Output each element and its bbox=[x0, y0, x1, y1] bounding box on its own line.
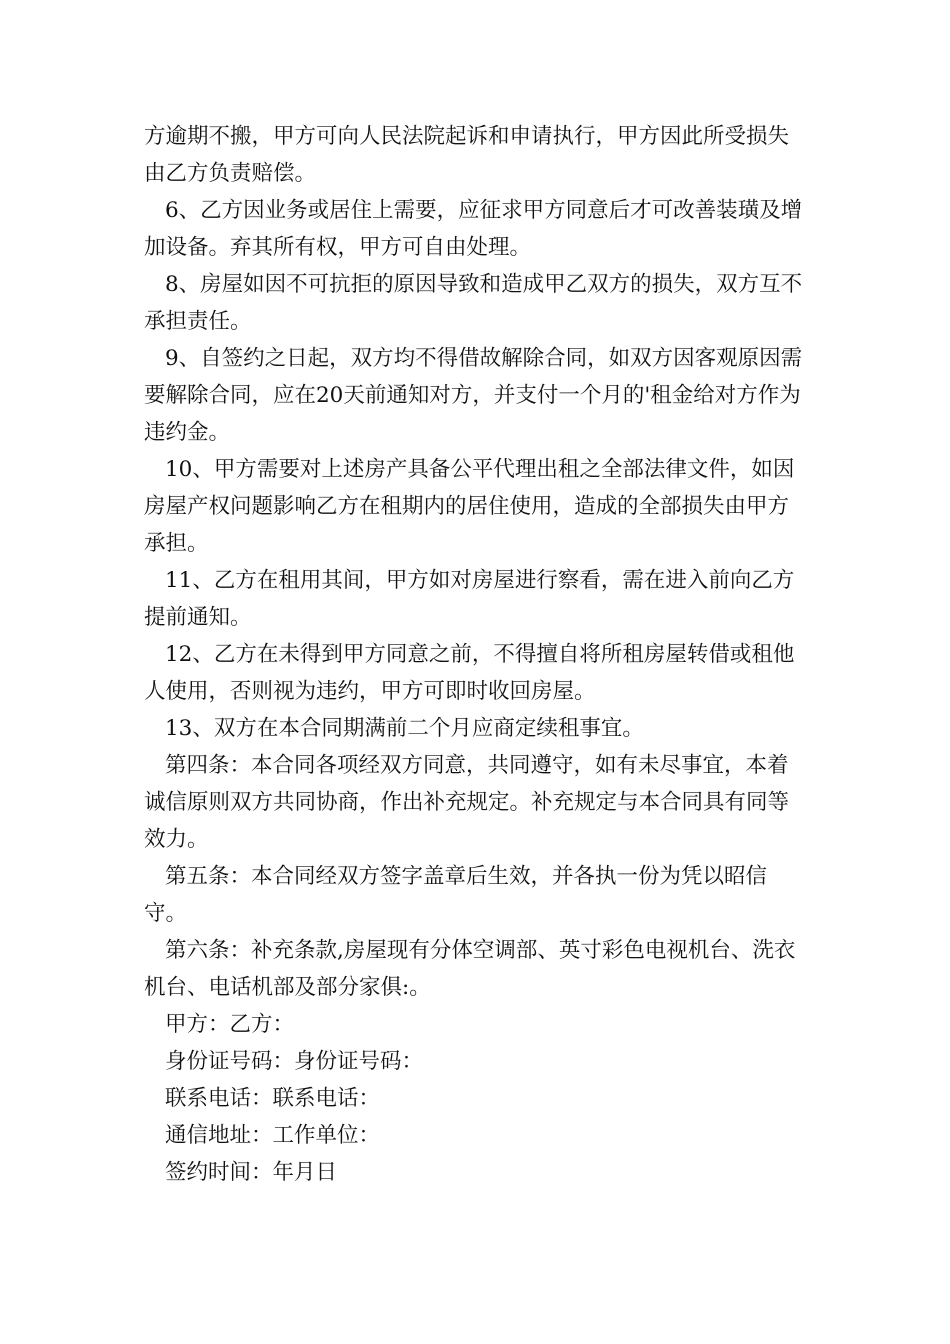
article-4: 第四条：本合同各项经双方同意，共同遵守，如有未尽事宜，本着诚信原则双方共同协商，作出补充规定。补充规定与本合同具有同等效力。 bbox=[144, 753, 790, 852]
signature-block bbox=[144, 1006, 808, 1191]
contract-body bbox=[144, 118, 808, 1191]
id-number-line: 身份证号码：身份证号码： bbox=[165, 1049, 424, 1074]
clause-11: 11、乙方在租用其间，甲方如对房屋进行察看，需在进入前向乙方提前通知。 bbox=[144, 568, 795, 630]
article-6: 第六条：补充条款,房屋现有分体空调部、英寸彩色电视机台、洗衣机台、电话机部及部分家俱:。 bbox=[144, 938, 796, 1000]
article-5: 第五条：本合同经双方签字盖章后生效，并各执一份为凭以昭信守。 bbox=[144, 864, 768, 926]
parties-line: 甲方：乙方： bbox=[165, 1012, 295, 1037]
clause-6: 6、乙方因业务或居住上需要，应征求甲方同意后才可改善装璜及增加设备。弃其所有权，甲方可自由处理。 bbox=[144, 198, 803, 260]
sign-date-line: 签约时间：年月日 bbox=[165, 1160, 338, 1185]
clause-13: 13、双方在本合同期满前二个月应商定续租事宜。 bbox=[165, 716, 644, 741]
paragraph-continuation: 方逾期不搬，甲方可向人民法院起诉和申请执行，甲方因此所受损失由乙方负责赔偿。 bbox=[144, 124, 790, 186]
clause-8: 8、房屋如因不可抗拒的原因导致和造成甲乙双方的损失，双方互不承担责任。 bbox=[144, 272, 803, 334]
phone-line: 联系电话：联系电话： bbox=[165, 1086, 381, 1111]
clause-9: 9、自签约之日起，双方均不得借故解除合同，如双方因客观原因需要解除合同，应在20天前通知对方，并支付一个月的'租金给对方作为违约金。 bbox=[144, 346, 803, 445]
clause-12: 12、乙方在未得到甲方同意之前，不得擅自将所租房屋转借或租他人使用，否则视为违约，甲方可即时收回房屋。 bbox=[144, 642, 795, 704]
address-work-line: 通信地址：工作单位： bbox=[165, 1123, 381, 1148]
clause-10: 10、甲方需要对上述房产具备公平代理出租之全部法律文件，如因房屋产权问题影响乙方在租期内的居住使用，造成的全部损失由甲方承担。 bbox=[144, 457, 795, 556]
